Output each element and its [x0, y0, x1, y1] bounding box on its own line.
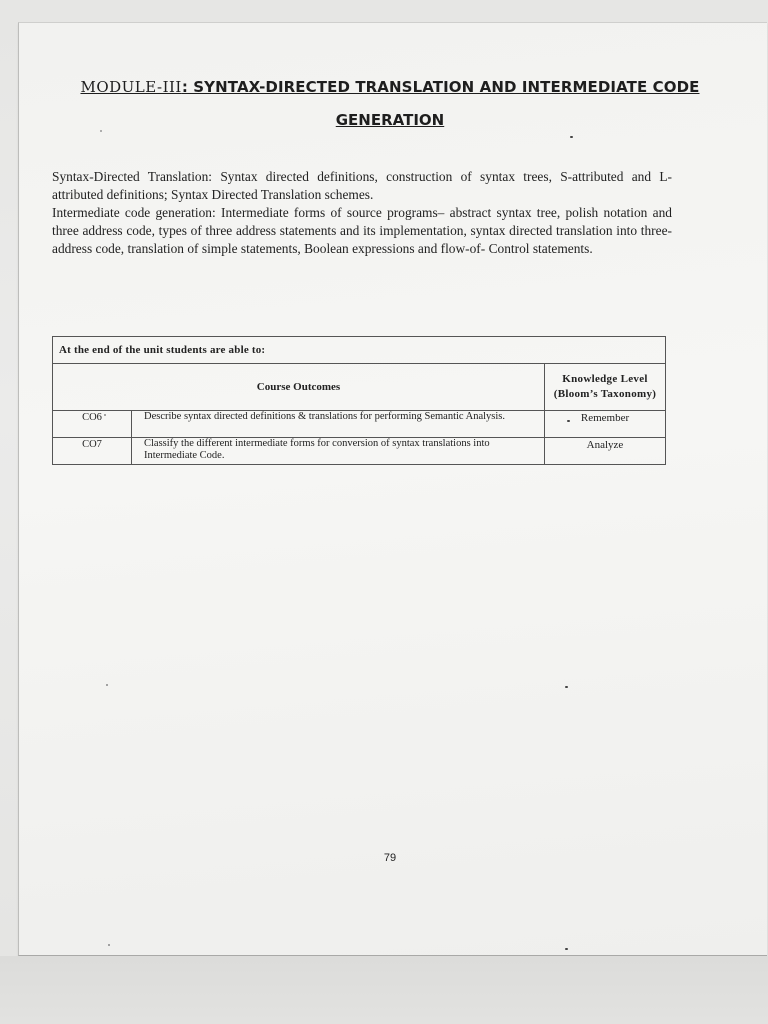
ink-speck	[565, 948, 568, 950]
outcome-description: Describe syntax directed definitions & translations for performing Semantic Analysis.	[132, 411, 545, 438]
ink-speck	[570, 136, 573, 138]
module-title	[70, 78, 710, 97]
table-intro-row	[53, 337, 666, 364]
header-knowledge-level: Knowledge Level (Bloom’s Taxonomy)	[545, 364, 666, 411]
table-intro: At the end of the unit students are able to:	[53, 337, 666, 364]
ink-speck	[108, 944, 110, 946]
outcome-level: Analyze	[545, 438, 666, 465]
table-row	[53, 438, 666, 465]
outcome-code: CO6	[53, 411, 132, 438]
header-course-outcomes: Course Outcomes	[53, 364, 545, 411]
table-header-row	[53, 364, 666, 411]
module-title-line2: GENERATION	[335, 111, 445, 129]
page-number: 79	[383, 852, 397, 864]
ink-speck	[565, 686, 568, 688]
background-surface	[0, 956, 768, 1024]
ink-speck	[100, 130, 102, 132]
outcome-level: Remember	[545, 411, 666, 438]
module-title-rest: : SYNTAX-DIRECTED TRANSLATION AND INTERMEDIATE CODE	[181, 78, 700, 96]
intermediate-code-paragraph: Intermediate code generation: Intermediate forms of source programs– abstract syntax tree, polish notation and three address code, types of three address statements and its implementation, syntax directed translation into three-address code, translation of simple statements, Boolean expressions and flow-of- Control statements.	[52, 205, 672, 256]
ink-speck	[106, 684, 108, 686]
ink-speck	[567, 420, 570, 422]
ink-speck	[104, 414, 106, 416]
course-outcomes-table	[52, 336, 666, 465]
syntax-directed-paragraph: Syntax-Directed Translation: Syntax directed definitions, construction of syntax trees, S-attributed and L- attributed definitions; Syntax Directed Translation schemes.	[52, 169, 672, 202]
outcome-code: CO7	[53, 438, 132, 465]
module-title-prefix: MODULE-III	[80, 78, 182, 96]
document-page	[18, 22, 767, 956]
table-row	[53, 411, 666, 438]
outcome-description: Classify the different intermediate forms for conversion of syntax translations into Intermediate Code.	[132, 438, 545, 465]
